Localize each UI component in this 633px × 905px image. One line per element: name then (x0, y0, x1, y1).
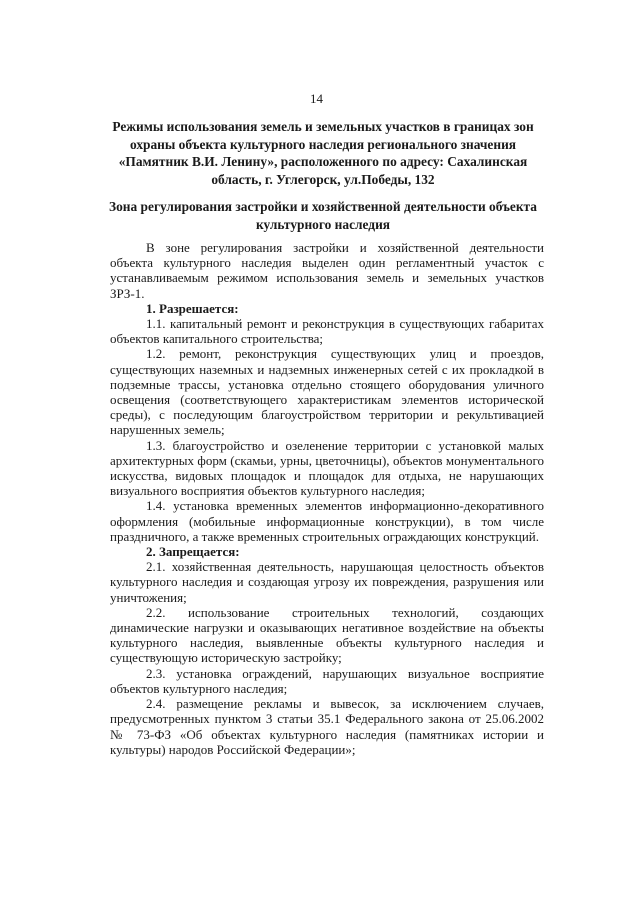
prohibited-heading: 2. Запрещается: (146, 544, 240, 560)
section-title: Зона регулирования застройки и хозяйственной деятельности объекта культурного наследия (109, 199, 537, 232)
page-number: 14 (310, 91, 323, 106)
allowed-item: 1.1. капитальный ремонт и реконструкция в существующих габаритах объектов капитального строительства; (110, 316, 544, 347)
prohibited-item: 2.2. использование строительных технологий, создающих динамические нагрузки и оказывающих негативное воздействие на объекты культурного наследия, выявленные объекты культурного наследия и существующую историческую застройку; (110, 604, 544, 666)
prohibited-item: 2.3. установка ограждений, нарушающих визуальное восприятие объектов культурного наследия; (110, 665, 544, 696)
document-title: Режимы использования земель и земельных участков в границах зон охраны объекта культурного наследия регионального значения «Памятник В.И. Ленину», расположенного по адресу: Сахалинская область, г. Углегорск, ул.Победы, 132 (112, 119, 534, 187)
prohibited-item: 2.1. хозяйственная деятельность, нарушающая целостность объектов культурного наследия и создающая угрозу их повреждения, разрушения или уничтожения; (110, 559, 544, 605)
allowed-item: 1.4. установка временных элементов информационно-декоративного оформления (мобильные информационные конструкции), в том числе праздничного, а также временных строительных ограждающих конструкций. (110, 498, 544, 544)
allowed-item: 1.3. благоустройство и озеленение территории с установкой малых архитектурных форм (скамьи, урны, цветочницы), объектов монументального искусства, видовых площадок и площадок для отдыха, не нарушающих визуального восприятия объектов культурного наследия; (110, 437, 544, 499)
allowed-heading: 1. Разрешается: (146, 300, 239, 316)
allowed-item: 1.2. ремонт, реконструкция существующих улиц и проездов, существующих наземных и надземных инженерных сетей с их прокладкой в подземные трассы, установка отдельно стоящего оборудования уличного освещения (соответствующего характеристикам элементов исторической среды), с последующим благоустройством территории и рекультивацией нарушенных земель; (110, 346, 544, 438)
intro-paragraph: В зоне регулирования застройки и хозяйственной деятельности объекта культурного наследия выделен один регламентный участок с устанавливаемым режимом использования земель и земельных участков ЗРЗ-1. (110, 240, 544, 301)
prohibited-item: 2.4. размещение рекламы и вывесок, за исключением случаев, предусмотренных пунктом 3 статьи 35.1 Федерального закона от 25.06.2002 № 73-ФЗ «Об объектах культурного наследия (памятниках истории и культуры) народов Российской Федерации»; (110, 696, 544, 757)
document-body (110, 240, 544, 757)
